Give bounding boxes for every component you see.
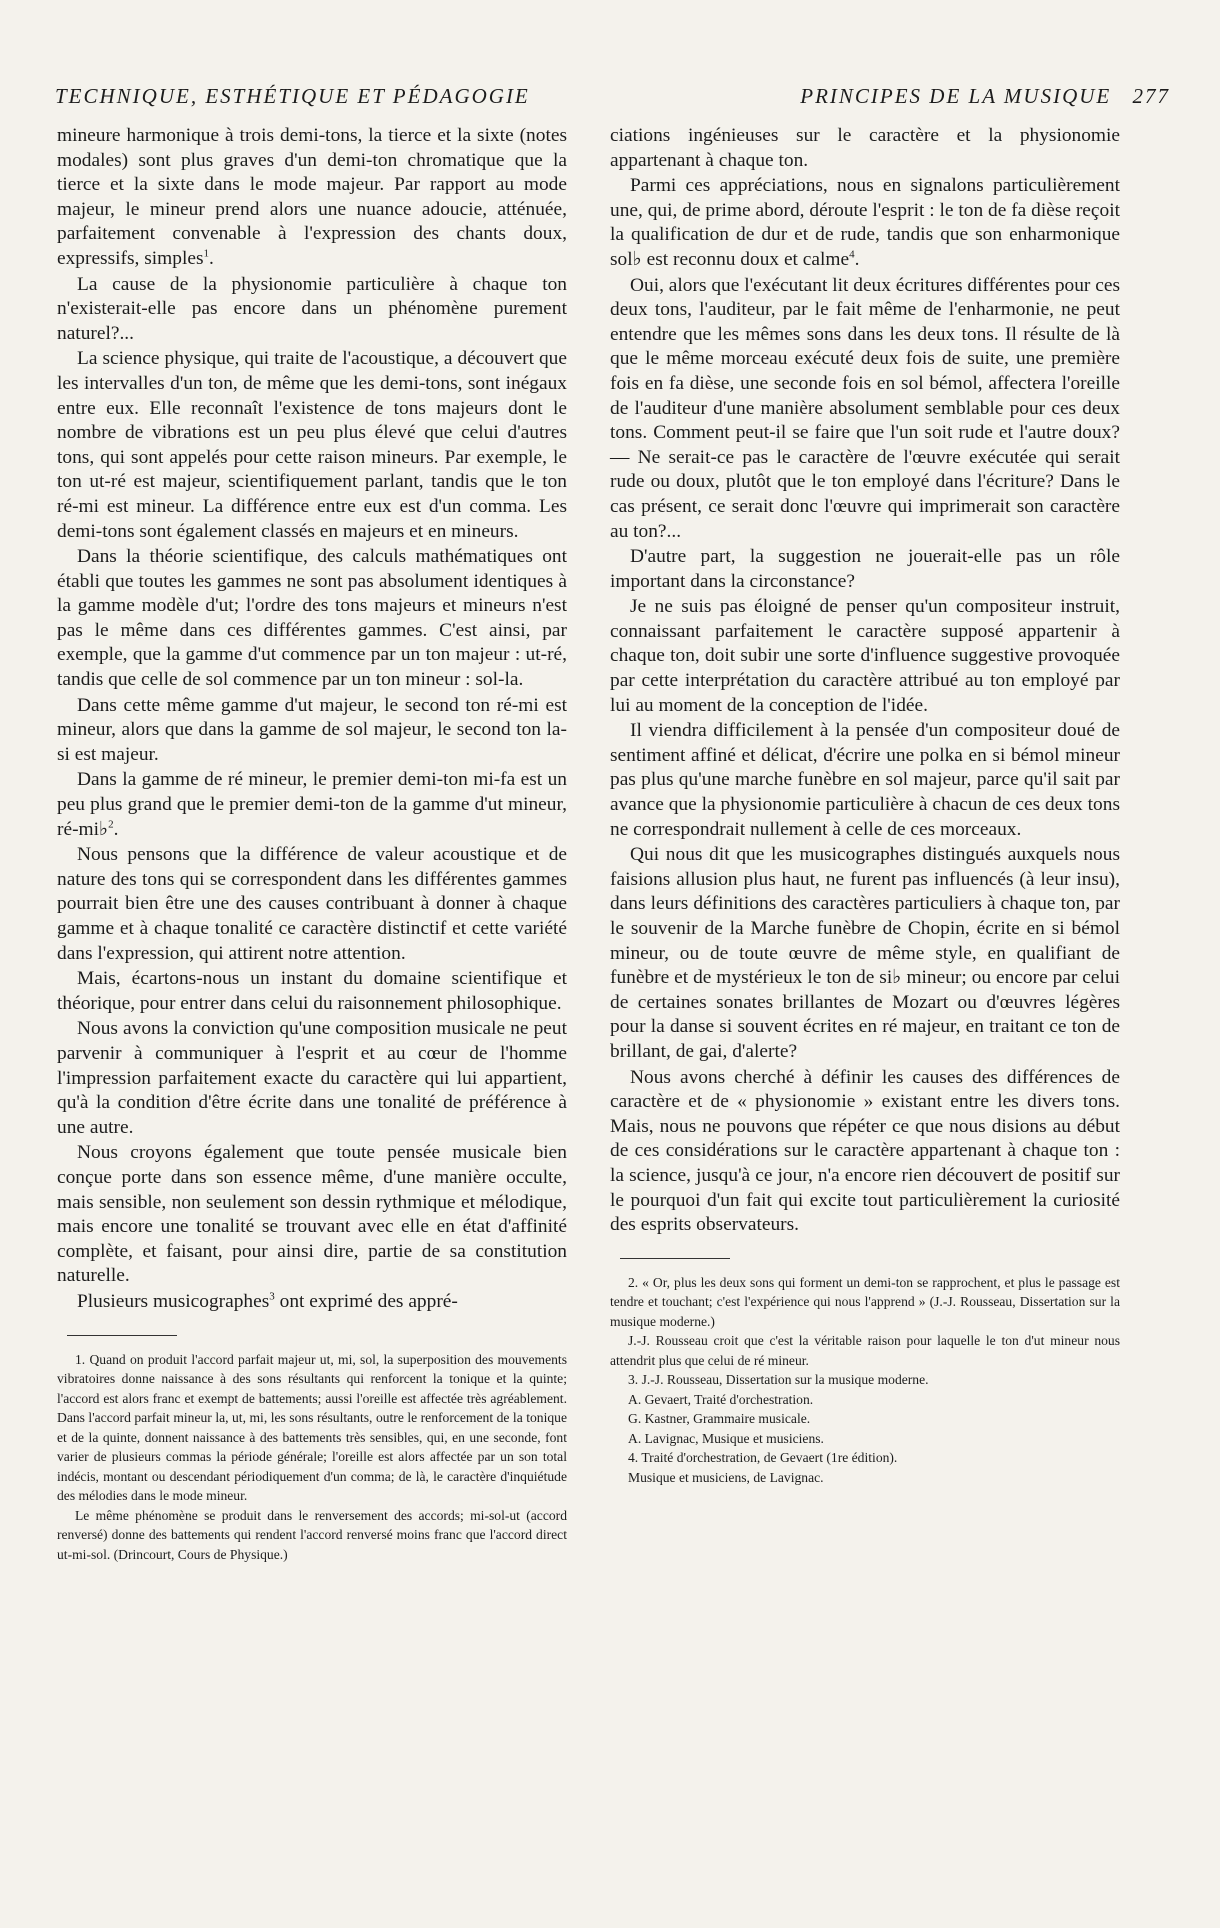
paragraph: La cause de la physionomie particulière à chaque ton n'existerait-elle pas encore dans un phénomène purement naturel?... (57, 273, 567, 344)
footnote: A. Lavignac, Musique et musiciens. (628, 1430, 824, 1446)
footnote-ref: 3 (269, 1290, 275, 1303)
paragraph-text: Dans la gamme de ré mineur, le premier demi-ton mi-fa est un peu plus grand que le premier demi-ton de la gamme d'ut mineur, ré-mi♭ (57, 769, 567, 840)
footnote: Musique et musiciens, de Lavignac. (628, 1469, 824, 1485)
footnote: J.-J. Rousseau croit que c'est la véritable raison pour laquelle le ton d'ut mineur nous attendrit plus que celui de ré mineur. (610, 1333, 1120, 1368)
paragraph: Qui nous dit que les musicographes distingués auxquels nous faisions allusion plus haut, ne furent pas influencés (à leur insu), dans leurs définitions des caractères particuliers à chaque ton, par le souvenir de la Marche funèbre de Chopin, écrite en si bémol mineur, ou de toute œuvre de même style, en qualifiant de funèbre et de mystérieux le ton de si♭ mineur; ou encore par celui de certaines sonates brillantes de Mozart ou d'œuvres légères pour la danse si souvent écrites en ré majeur, en traitant ce ton de brillant, de gai, d'alerte? (610, 844, 1120, 1062)
paragraph-text: Plusieurs musicographes (77, 1290, 270, 1312)
paragraph: Nous avons cherché à définir les causes des différences de caractère et de « physionomie » existant entre les divers tons. Mais, nous ne pouvons que répéter ce que nous disions au début de ces considérations sur le caractère appartenant à chaque ton : la science, jusqu'à ce jour, n'a encore rien découvert de positif sur le pourquoi d'un fait qui excite tout particulièrement la curiosité des esprits observateurs. (610, 1066, 1120, 1236)
footnote-divider (620, 1258, 730, 1259)
footnote: 1. Quand on produit l'accord parfait majeur ut, mi, sol, la superposition des mouvements vibratoires donne naissance à des sons résultants qui renforcent la tonique et la quinte; l'accord est alors franc et exempt de battements; aussi l'oreille est affectée très agréablement. Dans l'accord parfait mineur la, ut, mi, les sons résultants, outre le renforcement de la tonique et de la quinte, donnent naissance à des battements très sensibles, qui, en une seconde, font varier de plusieurs commas la période générale; l'oreille est alors affectée par un son total indécis, montant ou descendant périodiquement d'un comma; de là, le caractère d'inquiétude des mélodies dans le mode mineur. (57, 1351, 567, 1503)
footnotes (610, 1273, 1120, 1488)
footnotes (57, 1350, 567, 1565)
page-number: 277 (1132, 84, 1170, 108)
paragraph: D'autre part, la suggestion ne jouerait-elle pas un rôle important dans la circonstance? (610, 546, 1120, 592)
footnote-ref: 2 (108, 818, 114, 831)
footnote: 4. Traité d'orchestration, de Gevaert (1re édition). (628, 1450, 898, 1466)
footnote-ref: 1 (203, 247, 209, 260)
header-section-title: PRINCIPES DE LA MUSIQUE (800, 84, 1112, 108)
footnote: 3. J.-J. Rousseau, Dissertation sur la musique moderne. (628, 1372, 929, 1388)
paragraph: Nous pensons que la différence de valeur acoustique et de nature des tons qui se correspondent dans les différentes gammes pourrait bien être une des causes contribuant à donner à chaque gamme et à chaque tonalité ce caractère distinctif et cette variété dans l'expression, qui attirent notre attention. (57, 844, 567, 964)
paragraph-text: Parmi ces appréciations, nous en signalons particulièrement une, qui, de prime abord, déroute l'esprit : le ton de fa dièse reçoit la qualification de dur et de rude, tandis que son enharmonique sol♭ est reconnu doux et calme (610, 175, 1120, 270)
paragraph: Je ne suis pas éloigné de penser qu'un compositeur instruit, connaissant parfaitement le caractère supposé appartenir à chaque ton, doit subir une sorte d'influence suggestive provoquée par cette interprétation du caractère attribué au ton employé par lui au moment de la conception de l'idée. (610, 596, 1120, 716)
footnote-ref: 4 (849, 248, 855, 261)
paragraph: Dans la gamme de ré mineur, le premier demi-ton mi-fa est un peu plus grand que le premier demi-ton de la gamme d'ut mineur, ré-mi♭$^2$. (57, 769, 567, 840)
header-right-title (800, 84, 1170, 109)
paragraph (57, 1290, 567, 1315)
right-column (610, 124, 1120, 1487)
paragraph: Oui, alors que l'exécutant lit deux écritures différentes pour ces deux tons, l'auditeur, par le fait même de l'enharmonie, ne peut entendre que les mêmes sons dans les deux tons. Il résulte de là que le même morceau exécuté deux fois de suite, une première fois en fa dièse, une seconde fois en sol bémol, affectera l'oreille de l'auditeur d'une manière absolument semblable pour ces deux tons. Comment peut-il se faire que l'un soit rude et l'autre doux? — Ne serait-ce pas le caractère de l'œuvre exécutée qui serait rude ou doux, plutôt que le ton employé dans l'écriture? Dans le cas présent, ce serait donc l'œuvre qui imprimerait son caractère au ton?... (610, 274, 1120, 542)
footnote: Le même phénomène se produit dans le renversement des accords; mi-sol-ut (accord renversé) donne des battements qui rendent l'accord renversé moins franc que l'accord direct ut-mi-sol. (Drincourt, Cours de Physique.) (57, 1507, 567, 1562)
header-left-title: TECHNIQUE, ESTHÉTIQUE ET PÉDAGOGIE (55, 84, 530, 108)
paragraph: Dans cette même gamme d'ut majeur, le second ton ré-mi est mineur, alors que dans la gamme de sol majeur, le second ton la-si est majeur. (57, 694, 567, 765)
paragraph-text: mineure harmonique à trois demi-tons, la tierce et la sixte (notes modales) sont plus graves d'un demi-ton chromatique que la tierce et la sixte dans le mode majeur. Par rapport au mode majeur, le mineur prend alors une nuance adoucie, atténuée, parfaitement convenable à l'expression des chants doux, expressifs, simples (57, 125, 567, 269)
paragraph: Il viendra difficilement à la pensée d'un compositeur doué de sentiment affiné et délicat, d'écrire une polka en si bémol mineur pas plus qu'une marche funèbre en sol majeur, parce qu'il sait par avance que la physionomie particulière à chacun de ces deux tons ne correspondrait nullement à celle de ces morceaux. (610, 720, 1120, 840)
footnote: G. Kastner, Grammaire musicale. (628, 1411, 811, 1427)
paragraph: ciations ingénieuses sur le caractère et la physionomie appartenant à chaque ton. (610, 125, 1120, 171)
footnote: 2. « Or, plus les deux sons qui forment un demi-ton se rapprochent, et plus le passage est tendre et touchant; c'est l'expérience qui nous l'apprend » (J.-J. Rousseau, Dissertation sur la musique moderne.) (610, 1274, 1120, 1329)
paragraph: mineure harmonique à trois demi-tons, la tierce et la sixte (notes modales) sont plus graves d'un demi-ton chromatique que la tierce et la sixte dans le mode majeur. Par rapport au mode majeur, le mineur prend alors une nuance adoucie, atténuée, parfaitement convenable à l'expression des chants doux, expressifs, simples$^1$. (57, 125, 567, 269)
paragraph: Dans la théorie scientifique, des calculs mathématiques ont établi que toutes les gammes ne sont pas absolument identiques à la gamme modèle d'ut; l'ordre des tons majeurs et mineurs n'est pas le même dans ces différentes gammes. C'est ainsi, par exemple, que la gamme d'ut commence par un ton majeur : ut-ré, tandis que celle de sol commence par un ton mineur : sol-la. (57, 546, 567, 691)
paragraph: La science physique, qui traite de l'acoustique, a découvert que les intervalles d'un ton, de même que les demi-tons, sont inégaux entre eux. Elle reconnaît l'existence de tons majeurs dont le nombre de vibrations est un peu plus élevé que celui d'autres tons, qui sont appelés pour cette raison mineurs. Par exemple, le ton ut-ré est majeur, scientifiquement parlant, tandis que le ton ré-mi est mineur. La différence entre eux est d'un comma. Les demi-tons sont également classés en majeurs et en mineurs. (57, 348, 567, 542)
running-header (55, 84, 1170, 116)
footnote: A. Gevaert, Traité d'orchestration. (628, 1391, 814, 1407)
paragraph: Nous avons la conviction qu'une composition musicale ne peut parvenir à communiquer à l'esprit et au cœur de l'homme l'impression parfaitement exacte du caractère qui lui appartient, qu'à la condition d'être écrite dans une tonalité de préférence à une autre. (57, 1018, 567, 1138)
paragraph: Parmi ces appréciations, nous en signalons particulièrement une, qui, de prime abord, déroute l'esprit : le ton de fa dièse reçoit la qualification de dur et de rude, tandis que son enharmonique sol♭ est reconnu doux et calme$^4$. (610, 175, 1120, 270)
paragraph: Nous croyons également que toute pensée musicale bien conçue porte dans son essence même, d'une manière occulte, mais sensible, non seulement son dessin rythmique et mélodique, mais encore une tonalité se trouvant avec elle en état d'affinité complète, et faisant, pour ainsi dire, partie de sa constitution naturelle. (57, 1142, 567, 1287)
left-column (57, 124, 567, 1564)
paragraph: Mais, écartons-nous un instant du domaine scientifique et théorique, pour entrer dans celui du raisonnement philosophique. (57, 968, 567, 1014)
footnote-divider (67, 1335, 177, 1336)
paragraph-text: ont exprimé des appré- (274, 1290, 458, 1312)
